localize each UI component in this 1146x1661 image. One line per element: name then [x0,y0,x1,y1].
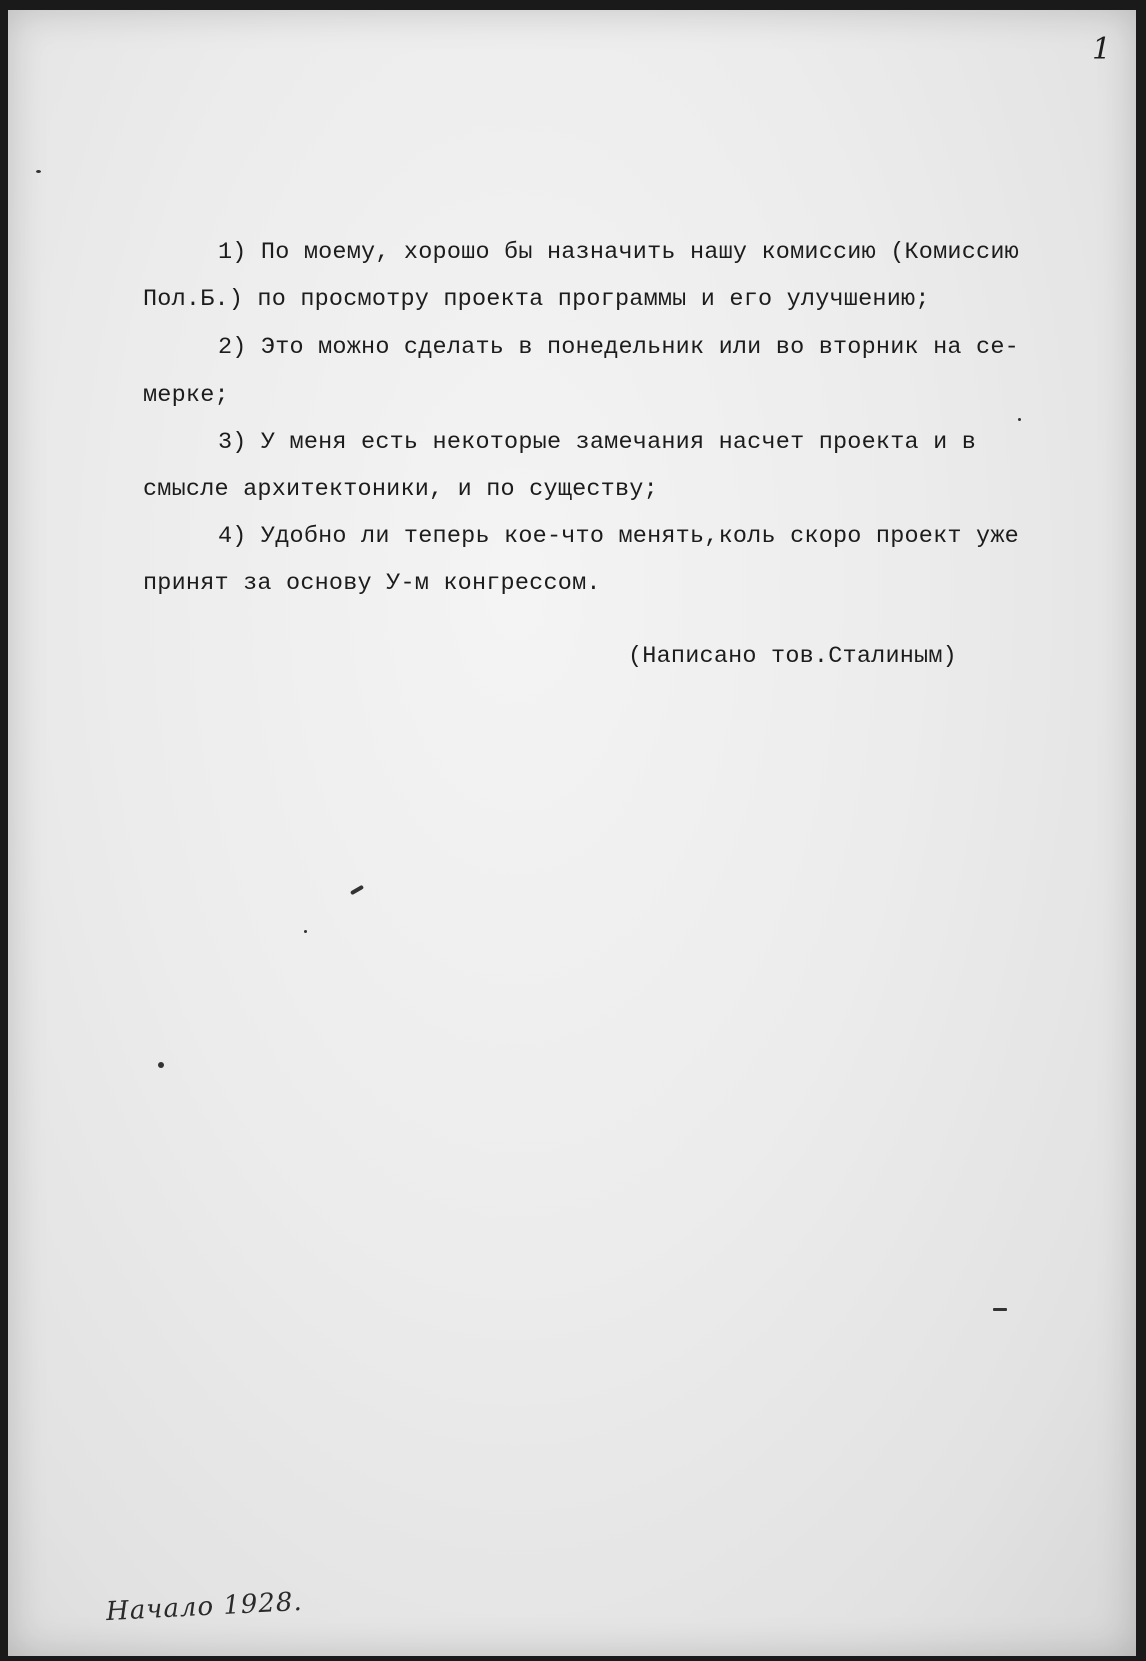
item-2-line-2: мерке; [143,382,229,409]
ink-speck [158,1062,164,1068]
paper-sheet [8,10,1136,1656]
ink-mark [350,885,364,895]
ink-speck [304,930,307,933]
page-number: 1 [1092,32,1112,67]
item-1-line-2: Пол.Б.) по просмотру проекта программы и его улучшению; [143,286,930,313]
handwritten-date-note: Начало 1928. [105,1586,304,1628]
item-4-line-2: принят за основу У-м конгрессом. [143,570,601,597]
item-3-line-2: смысле архитектоники, и по существу; [143,476,658,503]
item-1-line-1: 1) По моему, хорошо бы назначить нашу комиссию (Комиссию [218,239,1019,266]
ink-speck [36,170,41,173]
ink-speck [1018,418,1021,421]
ink-mark [993,1308,1007,1311]
authorship-note: (Написано тов.Сталиным) [628,643,957,670]
item-4-line-1: 4) Удобно ли теперь кое-что менять,коль скоро проект уже [218,523,1019,550]
item-2-line-1: 2) Это можно сделать в понедельник или во вторник на се- [218,334,1019,361]
item-3-line-1: 3) У меня есть некоторые замечания насчет проекта и в [218,429,977,456]
